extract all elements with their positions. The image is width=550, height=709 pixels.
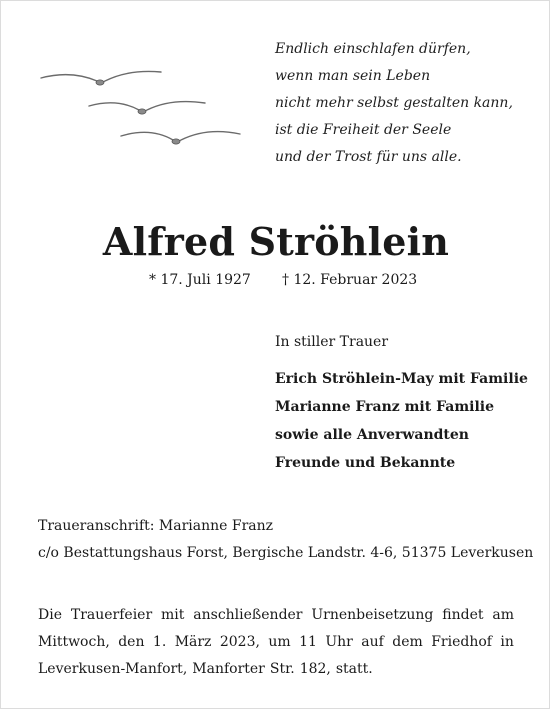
mourner: Freunde und Bekannte — [275, 455, 456, 471]
ceremony-word: Friedhof — [431, 634, 492, 650]
ceremony-word: Mittwoch, — [38, 634, 110, 650]
mourning-intro: In stiller Trauer — [275, 334, 389, 350]
ceremony-word: 1. — [152, 634, 167, 650]
bird-icon — [121, 132, 240, 145]
ceremony-word: März — [174, 634, 212, 650]
poem-line: nicht mehr selbst gestalten kann, — [275, 95, 513, 111]
death-date: † 12. Februar 2023 — [282, 272, 418, 288]
ceremony-word: findet — [442, 607, 484, 623]
poem-line: Endlich einschlafen dürfen, — [275, 41, 471, 57]
ceremony-word: in — [500, 634, 514, 650]
ceremony-word: Trauerfeier — [70, 607, 153, 623]
flying-birds-icon — [37, 65, 247, 155]
deceased-name: Alfred Ströhlein — [102, 219, 450, 264]
address-line: c/o Bestattungshaus Forst, Bergische Landstr. 4-6, 51375 Leverkusen — [38, 545, 534, 561]
poem-line: und der Trost für uns alle. — [275, 149, 462, 165]
ceremony-line — [38, 656, 514, 683]
ceremony-word: 182, — [299, 661, 331, 677]
mourning-address — [38, 513, 534, 567]
ceremony-word: 2023, — [219, 634, 260, 650]
ceremony-word: den — [118, 634, 145, 650]
ceremony-word: anschließender — [193, 607, 303, 623]
bird-icon — [89, 102, 205, 115]
ceremony-word: um — [268, 634, 291, 650]
mourner: Marianne Franz mit Familie — [275, 399, 495, 415]
birth-date: * 17. Juli 1927 — [149, 272, 251, 288]
ceremony-word: Urnenbeisetzung — [311, 607, 434, 623]
ceremony-word: Die — [38, 607, 62, 623]
ceremony-word: Uhr — [325, 634, 353, 650]
ceremony-word: mit — [161, 607, 185, 623]
ceremony-word: Leverkusen-Manfort, — [38, 661, 188, 677]
poem — [275, 36, 535, 171]
ceremony-notice — [38, 602, 514, 683]
ceremony-word: Manforter — [192, 661, 265, 677]
mourner: Erich Ströhlein-May mit Familie — [275, 371, 528, 387]
mourners-list — [275, 365, 545, 477]
poem-line: wenn man sein Leben — [275, 68, 431, 84]
poem-line: ist die Freiheit der Seele — [275, 122, 452, 138]
ceremony-word: Str. — [269, 661, 295, 677]
ceremony-line — [38, 629, 514, 656]
ceremony-word: am — [492, 607, 514, 623]
bird-icon — [41, 71, 161, 85]
mourner: sowie alle Anverwandten — [275, 427, 469, 443]
ceremony-word: dem — [392, 634, 423, 650]
life-dates — [1, 272, 550, 294]
address-line: Traueranschrift: Marianne Franz — [38, 518, 274, 534]
ceremony-word: 11 — [299, 634, 317, 650]
ceremony-line — [38, 602, 514, 629]
ceremony-word: auf — [361, 634, 384, 650]
ceremony-word: statt. — [335, 661, 373, 677]
